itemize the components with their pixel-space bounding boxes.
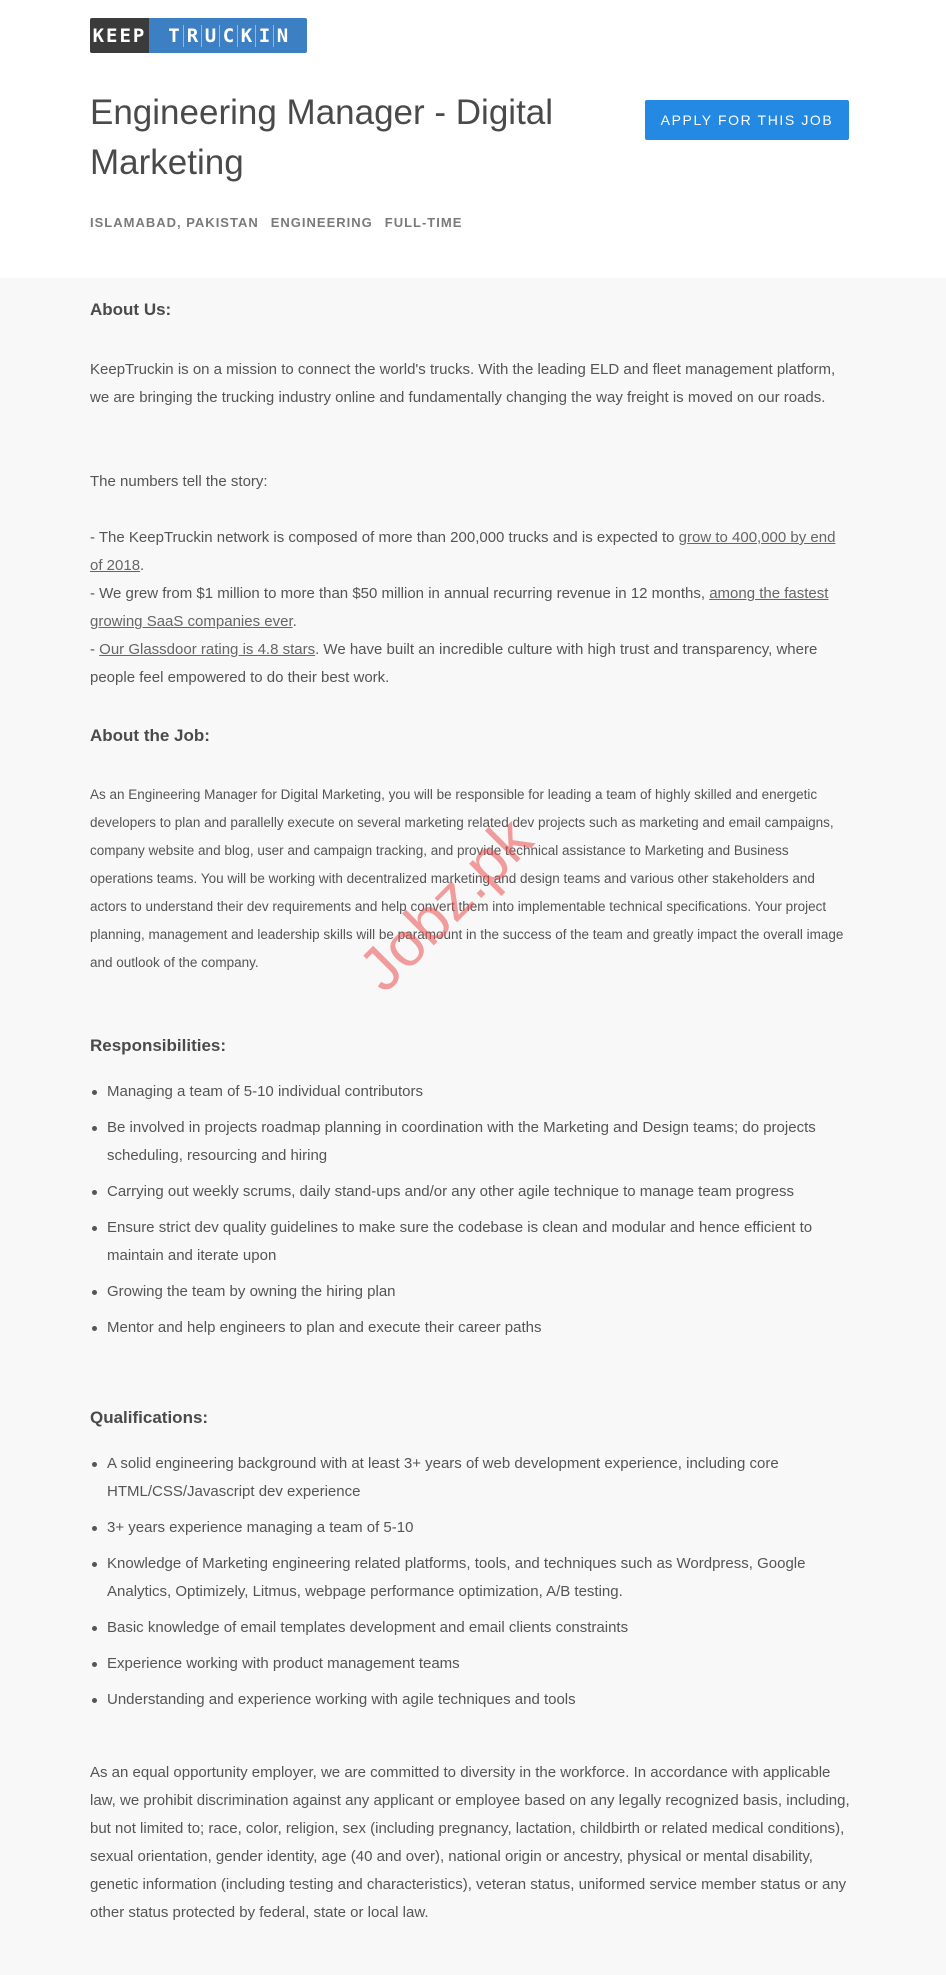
list-item: Experience working with product management teams [90, 1650, 852, 1678]
logo-letter: I [255, 25, 273, 47]
job-title: Engineering Manager - Digital Marketing [90, 93, 554, 182]
logo-keep: KEEP [90, 18, 149, 53]
list-item: Understanding and experience working with agile techniques and tools [90, 1686, 852, 1714]
list-item: A solid engineering background with at least 3+ years of web development experience, including core HTML/CSS/Javascript dev experience [90, 1450, 852, 1506]
logo-letter: T [168, 24, 180, 47]
list-item: Managing a team of 5-10 individual contributors [90, 1078, 852, 1106]
keeptruckin-logo[interactable] [90, 18, 307, 53]
job-type: FULL-TIME [384, 215, 463, 230]
stat-3-prefix: - [90, 641, 100, 658]
about-job-heading: About the Job: [90, 726, 210, 745]
job-location: ISLAMABAD, PAKISTAN [90, 215, 259, 230]
stat-2-end: . [292, 613, 297, 630]
qualifications-list [90, 1450, 852, 1722]
stat-1-link[interactable]: grow to 400,000 by end of 2018 [90, 529, 836, 574]
job-department: ENGINEERING [270, 215, 373, 230]
logo-letter: K [237, 25, 255, 47]
responsibilities-list [90, 1078, 852, 1350]
responsibilities-heading: Responsibilities: [90, 1036, 227, 1055]
list-item: Growing the team by owning the hiring plan [90, 1278, 852, 1306]
logo-letter: R [183, 25, 201, 47]
eeo-statement: As an equal opportunity employer, we are committed to diversity in the workforce. In accordance with applicable law, we prohibit discrimination against any applicant or employee based on any legally recognized basis, including, but not limited to; race, color, religion, sex (including pregnancy, lactation, childbirth or related medical conditions), sexual orientation, gender identity, age (40 and over), national origin or ancestry, physical or mental disability, genetic information (including testing and characteristics), veteran status, uniformed service member status or any other status protected by federal, state or local law. [90, 1764, 850, 1921]
about-us-intro: KeepTruckin is on a mission to connect the world's trucks. With the leading ELD and fleet management platform, we are bringing the trucking industry online and fundamentally changing the way freight is moved on our roads. [90, 361, 836, 406]
list-item: Ensure strict dev quality guidelines to make sure the codebase is clean and modular and hence efficient to maintain and iterate upon [90, 1214, 852, 1270]
about-us-heading: About Us: [90, 300, 172, 319]
list-item: Knowledge of Marketing engineering related platforms, tools, and techniques such as Wordpress, Google Analytics, Optimizely, Litmus, webpage performance optimization, A/B testing. [90, 1550, 852, 1606]
about-job-body: As an Engineering Manager for Digital Marketing, you will be responsible for leading a team of highly skilled and energetic developers to plan and parallelly execute on several marketing related dev projects such as marketing and email campaigns, company website and blog, user and campaign tracking, and provide technical assistance to Marketing and Business operations teams. You will be working with decentralized marketing and design teams and various other stakeholders and actors to understand their dev requirements and help convert them into implementable technical specifications. Your project planning, management and leadership skills will be paramount in the success of the team and greatly impact the overall image and outlook of the company. [90, 787, 844, 970]
stats-list [90, 524, 852, 692]
logo-letter: N [273, 25, 291, 47]
stat-3-link[interactable]: Our Glassdoor rating is 4.8 stars [99, 641, 316, 658]
stat-3-text: . We have built an incredible culture with high trust and transparency, where people feel empowered to do their best work. [90, 641, 818, 686]
stat-2-link[interactable]: among the fastest growing SaaS companies ever [90, 585, 829, 630]
apply-button[interactable]: APPLY FOR THIS JOB [645, 100, 849, 140]
list-item: Basic knowledge of email templates development and email clients constraints [90, 1614, 852, 1642]
numbers-intro: The numbers tell the story: [90, 473, 268, 490]
stat-1-end: . [140, 557, 145, 574]
logo-letter: C [219, 25, 237, 47]
list-item: Mentor and help engineers to plan and execute their career paths [90, 1314, 852, 1342]
logo-letter: U [201, 25, 219, 47]
list-item: Carrying out weekly scrums, daily stand-ups and/or any other agile technique to manage team progress [90, 1178, 852, 1206]
job-meta [90, 215, 462, 230]
logo-truckin [149, 18, 307, 53]
stat-2-text: - We grew from $1 million to more than $50 million in annual recurring revenue in 12 months, [90, 585, 710, 602]
list-item: Be involved in projects roadmap planning in coordination with the Marketing and Design teams; do projects scheduling, resourcing and hiring [90, 1114, 852, 1170]
list-item: 3+ years experience managing a team of 5-10 [90, 1514, 852, 1542]
stat-1-text: - The KeepTruckin network is composed of more than 200,000 trucks and is expected to [90, 529, 679, 546]
job-header [0, 0, 946, 278]
qualifications-heading: Qualifications: [90, 1408, 209, 1427]
watermark: Jobz.pk [345, 804, 546, 1005]
